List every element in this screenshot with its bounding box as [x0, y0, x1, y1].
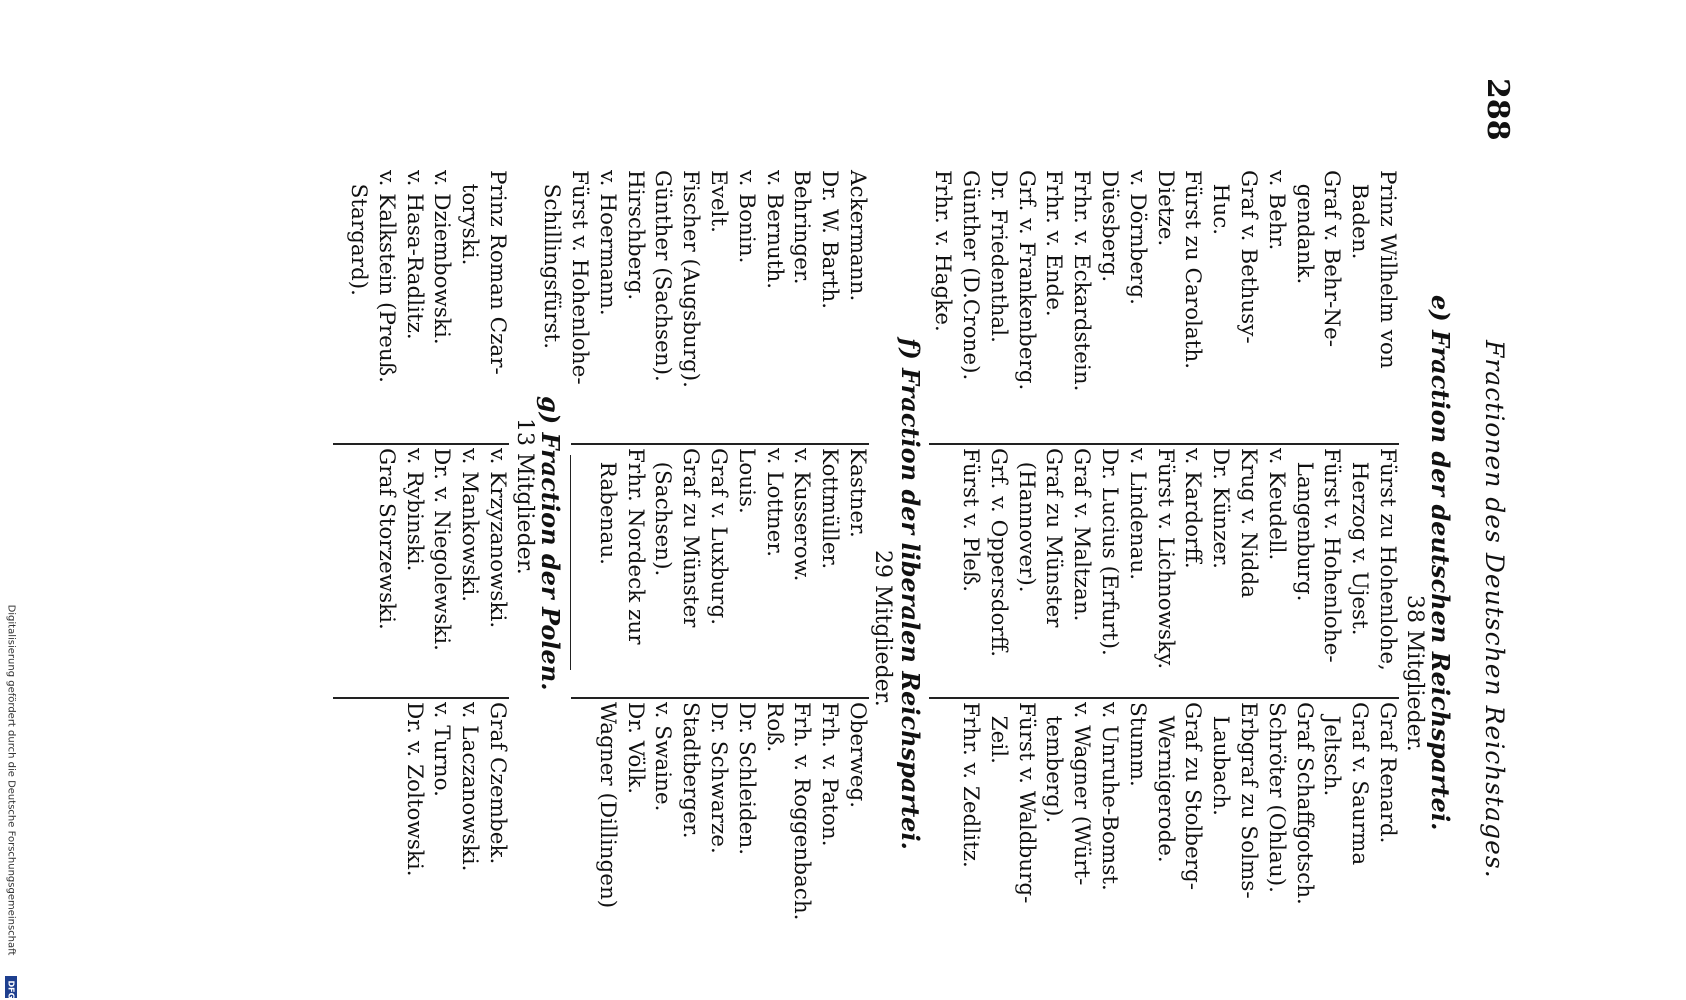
member-entry: Evelt.	[706, 170, 732, 233]
member-entry: Graf Renard.	[1375, 702, 1400, 844]
dfg-logo-text: DFG	[6, 980, 16, 1000]
member-entry: Frh. v. Paton.	[817, 702, 843, 847]
member-entry: Graf zu Münster	[1041, 448, 1067, 628]
member-entry: Kastner.	[845, 448, 870, 538]
member-entry: Langenburg.	[1291, 448, 1317, 602]
member-entry: (Hannover).	[1013, 448, 1039, 593]
member-entry: Fischer (Augsburg).	[678, 170, 704, 388]
column-divider	[333, 697, 509, 699]
member-entry: gendank.	[1291, 170, 1317, 285]
member-entry: Prinz Roman Czar-	[485, 170, 510, 375]
member-entry: Graf v. Behr-Ne-	[1319, 170, 1345, 348]
member-entry: Dr. Lucius (Erfurt).	[1097, 448, 1123, 656]
member-entry: toryski.	[457, 170, 483, 266]
member-entry: Frhr. Nordeck zur	[622, 448, 648, 645]
member-entry: v. Behr.	[1263, 170, 1289, 251]
member-entry: v. Dziembowski.	[429, 170, 455, 345]
member-entry: v. Hasa-Radlitz.	[401, 170, 427, 340]
member-entry: Grf. v. Frankenberg.	[1013, 170, 1039, 391]
member-entry: Baden.	[1347, 170, 1373, 260]
section-g-column-1	[344, 170, 511, 383]
section-e-column-2	[956, 448, 1401, 671]
member-entry: Graf Schaffgotsch.	[1291, 702, 1317, 905]
member-entry: v. Krzyzanowski.	[485, 448, 510, 629]
member-entry: v. Kalkstein (Preuß.	[373, 170, 399, 383]
member-entry: Dr. W. Barth.	[817, 170, 843, 310]
member-entry: v. Dörnberg.	[1124, 170, 1150, 305]
member-entry: Dr. Friedenthal.	[985, 170, 1011, 343]
section-g-column-2	[372, 448, 511, 651]
member-entry: Fürst v. Hohenlohe-	[567, 170, 593, 385]
member-entry: Herzog v. Ujest.	[1347, 448, 1373, 636]
section-f-column-2	[593, 448, 871, 645]
member-entry: v. Lottner.	[761, 448, 787, 558]
member-entry: v. Wagner (Würt-	[1069, 702, 1095, 886]
member-entry: Fürst zu Carolath.	[1180, 170, 1206, 370]
member-entry: Dr. Völk.	[622, 702, 648, 795]
section-g-count: 13 Mitglieder.	[512, 418, 537, 575]
member-entry: Schillingsfürst.	[539, 170, 565, 350]
member-entry: v. Mankowski.	[457, 448, 483, 603]
section-f-count: 29 Mitglieder.	[870, 550, 895, 707]
member-entry: Fürst v. Waldburg-	[1013, 702, 1039, 904]
member-entry: Prinz Wilhelm von	[1375, 170, 1400, 369]
dfg-logo	[5, 976, 17, 998]
member-entry: Dr. v. Niegolewski.	[429, 448, 455, 651]
member-entry: Kottmüller.	[817, 448, 843, 570]
member-entry: Günther (Sachsen).	[650, 170, 676, 382]
member-entry: v. Bernuth.	[761, 170, 787, 290]
member-entry: Graf zu Stolberg-	[1180, 702, 1206, 891]
member-entry: Ackermann.	[845, 170, 870, 302]
member-entry: Stadtberger.	[678, 702, 704, 839]
member-entry: v. Kardorff.	[1180, 448, 1206, 569]
member-entry: Louis.	[733, 448, 759, 514]
member-entry: Graf zu Münster	[678, 448, 704, 628]
member-entry: Frh. v. Roggenbach.	[789, 702, 815, 921]
member-entry: v. Kusserow.	[789, 448, 815, 582]
member-entry: Wernigerode.	[1152, 702, 1178, 863]
page-number: 288	[1480, 78, 1515, 141]
member-entry: Rabenau.	[594, 448, 620, 566]
column-divider	[929, 697, 1399, 699]
column-divider	[571, 443, 869, 445]
member-entry: Günther (D.Crone).	[958, 170, 984, 381]
member-entry: Graf Storzewski.	[373, 448, 399, 630]
member-entry: temberg).	[1041, 702, 1067, 824]
member-entry: Fürst v. Lichnowsky.	[1152, 448, 1178, 670]
member-entry: Fürst v. Hohenlohe-	[1319, 448, 1345, 663]
member-entry: Graf v. Bethusy-	[1236, 170, 1262, 344]
member-entry: Fürst zu Hohenlohe,	[1375, 448, 1400, 671]
section-g-column-3	[400, 702, 511, 877]
member-entry: Grf. v. Oppersdorff.	[985, 448, 1011, 658]
member-entry: v. Keudell.	[1263, 448, 1289, 561]
section-e-title: e) Fraction der deutschen Reichspartei.	[1426, 295, 1455, 831]
member-entry: Laubach.	[1208, 702, 1234, 816]
column-divider	[571, 697, 869, 699]
member-entry: v. Turno.	[429, 702, 455, 797]
member-entry: Krug v. Nidda	[1236, 448, 1262, 599]
section-e-column-1	[928, 170, 1401, 391]
member-entry: v. Unruhe-Bomst.	[1097, 702, 1123, 891]
member-entry: Oberweg.	[845, 702, 870, 809]
column-divider	[929, 443, 1399, 445]
running-head: Fractionen des Deutschen Reichstages.	[1480, 340, 1509, 879]
member-entry: Dr. Schleiden.	[733, 702, 759, 856]
section-f-title: f) Fraction der liberalen Reichspartei.	[896, 338, 925, 850]
member-entry: v. Swaine.	[650, 702, 676, 812]
member-entry: Hirschberg.	[622, 170, 648, 301]
member-entry: Frhr. v. Zedlitz.	[958, 702, 984, 868]
section-rule	[570, 455, 571, 670]
member-entry: Graf Czembek.	[485, 702, 510, 865]
member-entry: Roß.	[761, 702, 787, 753]
member-entry: Behringer.	[789, 170, 815, 285]
member-entry: Frhr. v. Eckardstein.	[1069, 170, 1095, 392]
credit-strip	[4, 590, 18, 1000]
section-f-column-1	[537, 170, 871, 388]
member-entry: Huc.	[1208, 170, 1234, 236]
member-entry: Zeil.	[985, 702, 1011, 764]
member-entry: Düesberg.	[1097, 170, 1123, 283]
member-entry: Jeltsch.	[1319, 702, 1345, 797]
member-entry: Frhr. v. Hagke.	[930, 170, 956, 332]
member-entry: v. Lindenau.	[1124, 448, 1150, 581]
member-entry: v. Bonin.	[733, 170, 759, 264]
member-entry: Stumm.	[1124, 702, 1150, 787]
scanned-page	[153, 60, 1533, 940]
member-entry: Graf v. Maltzan.	[1069, 448, 1095, 622]
member-entry: Dr. v. Zoltowski.	[401, 702, 427, 877]
credit-text: Digitalisierung gefördert durch die Deutsche Forschungsgemeinschaft	[5, 604, 17, 956]
member-entry: Wagner (Dillingen)	[594, 702, 620, 909]
section-g-title: g) Fraction der Polen.	[536, 396, 565, 691]
member-entry: Fürst v. Pleß.	[958, 448, 984, 593]
section-f-column-3	[593, 702, 871, 921]
member-entry: (Sachsen).	[650, 448, 676, 577]
member-entry: v. Rybinski.	[401, 448, 427, 572]
member-entry: Stargard).	[346, 170, 372, 296]
member-entry: Dr. Schwarze.	[706, 702, 732, 854]
member-entry: Graf v. Luxburg.	[706, 448, 732, 626]
member-entry: Dr. Künzer.	[1208, 448, 1234, 569]
member-entry: Erbgraf zu Solms-	[1236, 702, 1262, 899]
member-entry: Schröter (Ohlau).	[1263, 702, 1289, 893]
section-e-column-3	[956, 702, 1401, 905]
member-entry: Dietze.	[1152, 170, 1178, 247]
member-entry: v. Hoermann.	[594, 170, 620, 316]
member-entry: v. Laczanowski.	[457, 702, 483, 872]
member-entry: Graf v. Saurma	[1347, 702, 1373, 866]
column-divider	[333, 443, 509, 445]
section-e-count: 38 Mitglieder.	[1402, 595, 1427, 752]
member-entry: Frhr. v. Ende.	[1041, 170, 1067, 317]
